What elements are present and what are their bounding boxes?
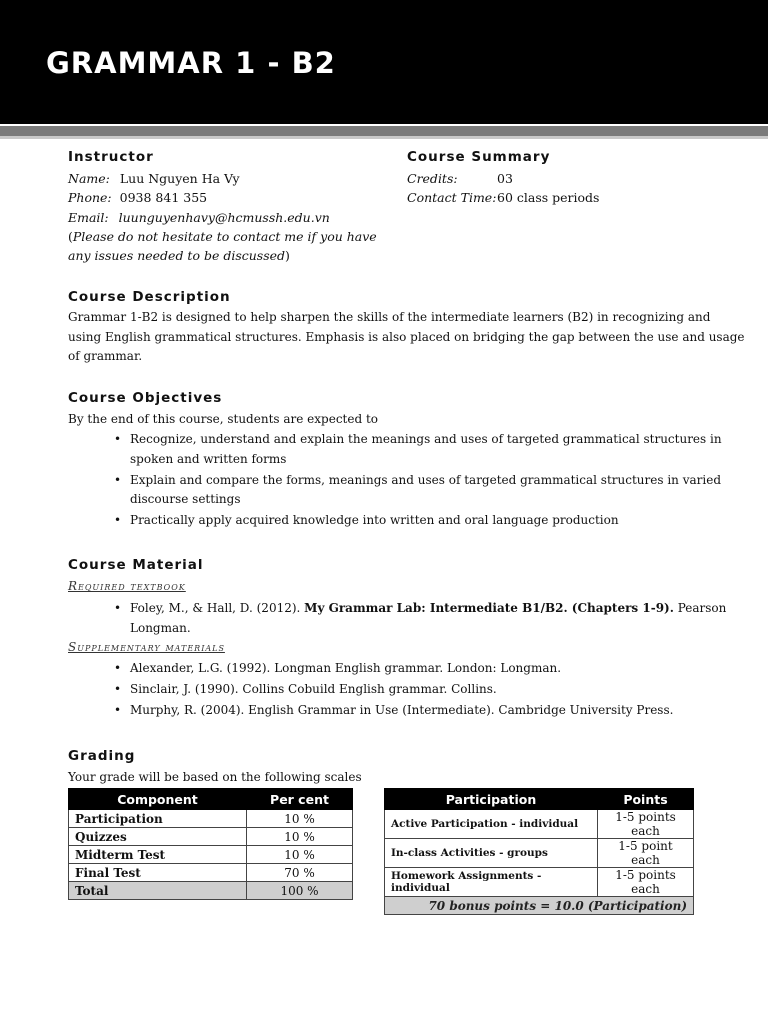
- table-row: [69, 810, 353, 828]
- name-label: Name:: [68, 171, 110, 186]
- component-percent: 10 %: [247, 810, 353, 828]
- bonus-note-row: [385, 897, 694, 915]
- summary-heading: Course Summary: [407, 149, 551, 165]
- total-percent: 100 %: [247, 882, 353, 900]
- grading-intro: Your grade will be based on the following scales: [68, 770, 362, 784]
- component-name: Final Test: [69, 864, 247, 882]
- objectives-list: [108, 430, 730, 532]
- list-item: • Sinclair, J. (1990). Collins Cobuild English grammar. Collins.: [130, 680, 750, 700]
- instructor-note-line2: any issues needed to be discussed): [68, 248, 290, 263]
- credits-label: Credits:: [407, 171, 458, 186]
- table-row: [385, 839, 694, 868]
- column-header: Component: [69, 789, 247, 810]
- table-row: [385, 810, 694, 839]
- list-item: • Alexander, L.G. (1992). Longman English grammar. London: Longman.: [130, 659, 750, 679]
- column-header: Participation: [385, 789, 598, 810]
- list-item: • Murphy, R. (2004). English Grammar in Use (Intermediate). Cambridge University Press.: [130, 701, 750, 721]
- grading-heading: Grading: [68, 748, 136, 764]
- activity-points: 1-5 points each: [598, 810, 694, 839]
- description-heading: Course Description: [68, 289, 231, 305]
- table-header-row: [385, 789, 694, 810]
- table-row: [69, 828, 353, 846]
- table-row: [69, 864, 353, 882]
- credits-value: 03: [497, 171, 513, 186]
- total-row: [69, 882, 353, 900]
- instructor-name-row: [68, 169, 240, 189]
- list-item: • Explain and compare the forms, meanings and uses of targeted grammatical structures in varied discourse settings: [130, 471, 730, 510]
- objectives-intro: By the end of this course, students are expected to: [68, 412, 379, 426]
- supplementary-heading: Supplementary materials: [68, 640, 225, 654]
- name-value: Luu Nguyen Ha Vy: [119, 171, 240, 186]
- activity-name: Active Participation - individual: [385, 810, 598, 839]
- phone-value: 0938 841 355: [119, 190, 208, 205]
- email-value[interactable]: luunguyenhavy@hcmussh.edu.vn: [118, 210, 330, 225]
- instructor-heading: Instructor: [68, 149, 154, 165]
- component-name: Quizzes: [69, 828, 247, 846]
- grade-components-table: [68, 788, 353, 900]
- list-item: • Practically apply acquired knowledge into written and oral language production: [130, 511, 730, 531]
- table-row: [385, 868, 694, 897]
- email-label: Email:: [68, 210, 109, 225]
- table-header-row: [69, 789, 353, 810]
- total-label: Total: [69, 882, 247, 900]
- contact-time-value: 60 class periods: [497, 190, 600, 205]
- material-heading: Course Material: [68, 557, 204, 573]
- instructor-phone-row: [68, 188, 207, 208]
- activity-points: 1-5 point each: [598, 839, 694, 868]
- header-divider: [0, 126, 768, 136]
- objectives-heading: Course Objectives: [68, 390, 223, 406]
- table-row: [69, 846, 353, 864]
- participation-table: [384, 788, 694, 915]
- list-item: • Foley, M., & Hall, D. (2012). My Grammar Lab: Intermediate B1/B2. (Chapters 1-9). Pearson Longman.: [130, 599, 730, 638]
- bonus-note: 70 bonus points = 10.0 (Participation): [385, 897, 694, 915]
- activity-name: Homework Assignments - individual: [385, 868, 598, 897]
- instructor-note-line1: (Please do not hesitate to contact me if you have: [68, 229, 377, 244]
- required-list: [108, 599, 730, 640]
- column-header: Points: [598, 789, 694, 810]
- instructor-email-row: [68, 208, 330, 228]
- activity-name: In-class Activities - groups: [385, 839, 598, 868]
- list-item: • Recognize, understand and explain the meanings and uses of targeted grammatical structures in spoken and written forms: [130, 430, 730, 469]
- phone-label: Phone:: [68, 190, 112, 205]
- header-divider-light: [0, 136, 768, 139]
- supplementary-list: [108, 659, 750, 722]
- component-name: Participation: [69, 810, 247, 828]
- page-title: GRAMMAR 1 - B2: [46, 46, 336, 80]
- description-line2: using English grammatical structures. Emphasis is also placed on bridging the gap between the use and usage: [68, 330, 745, 344]
- description-line3: of grammar.: [68, 349, 143, 363]
- contact-time-label: Contact Time:: [407, 190, 497, 205]
- header-banner: [0, 0, 768, 124]
- required-textbook-heading: Required textbook: [68, 579, 186, 593]
- activity-points: 1-5 points each: [598, 868, 694, 897]
- component-percent: 10 %: [247, 828, 353, 846]
- component-name: Midterm Test: [69, 846, 247, 864]
- column-header: Per cent: [247, 789, 353, 810]
- description-line1: Grammar 1-B2 is designed to help sharpen the skills of the intermediate learners (B2) in recognizing and: [68, 310, 711, 324]
- component-percent: 10 %: [247, 846, 353, 864]
- component-percent: 70 %: [247, 864, 353, 882]
